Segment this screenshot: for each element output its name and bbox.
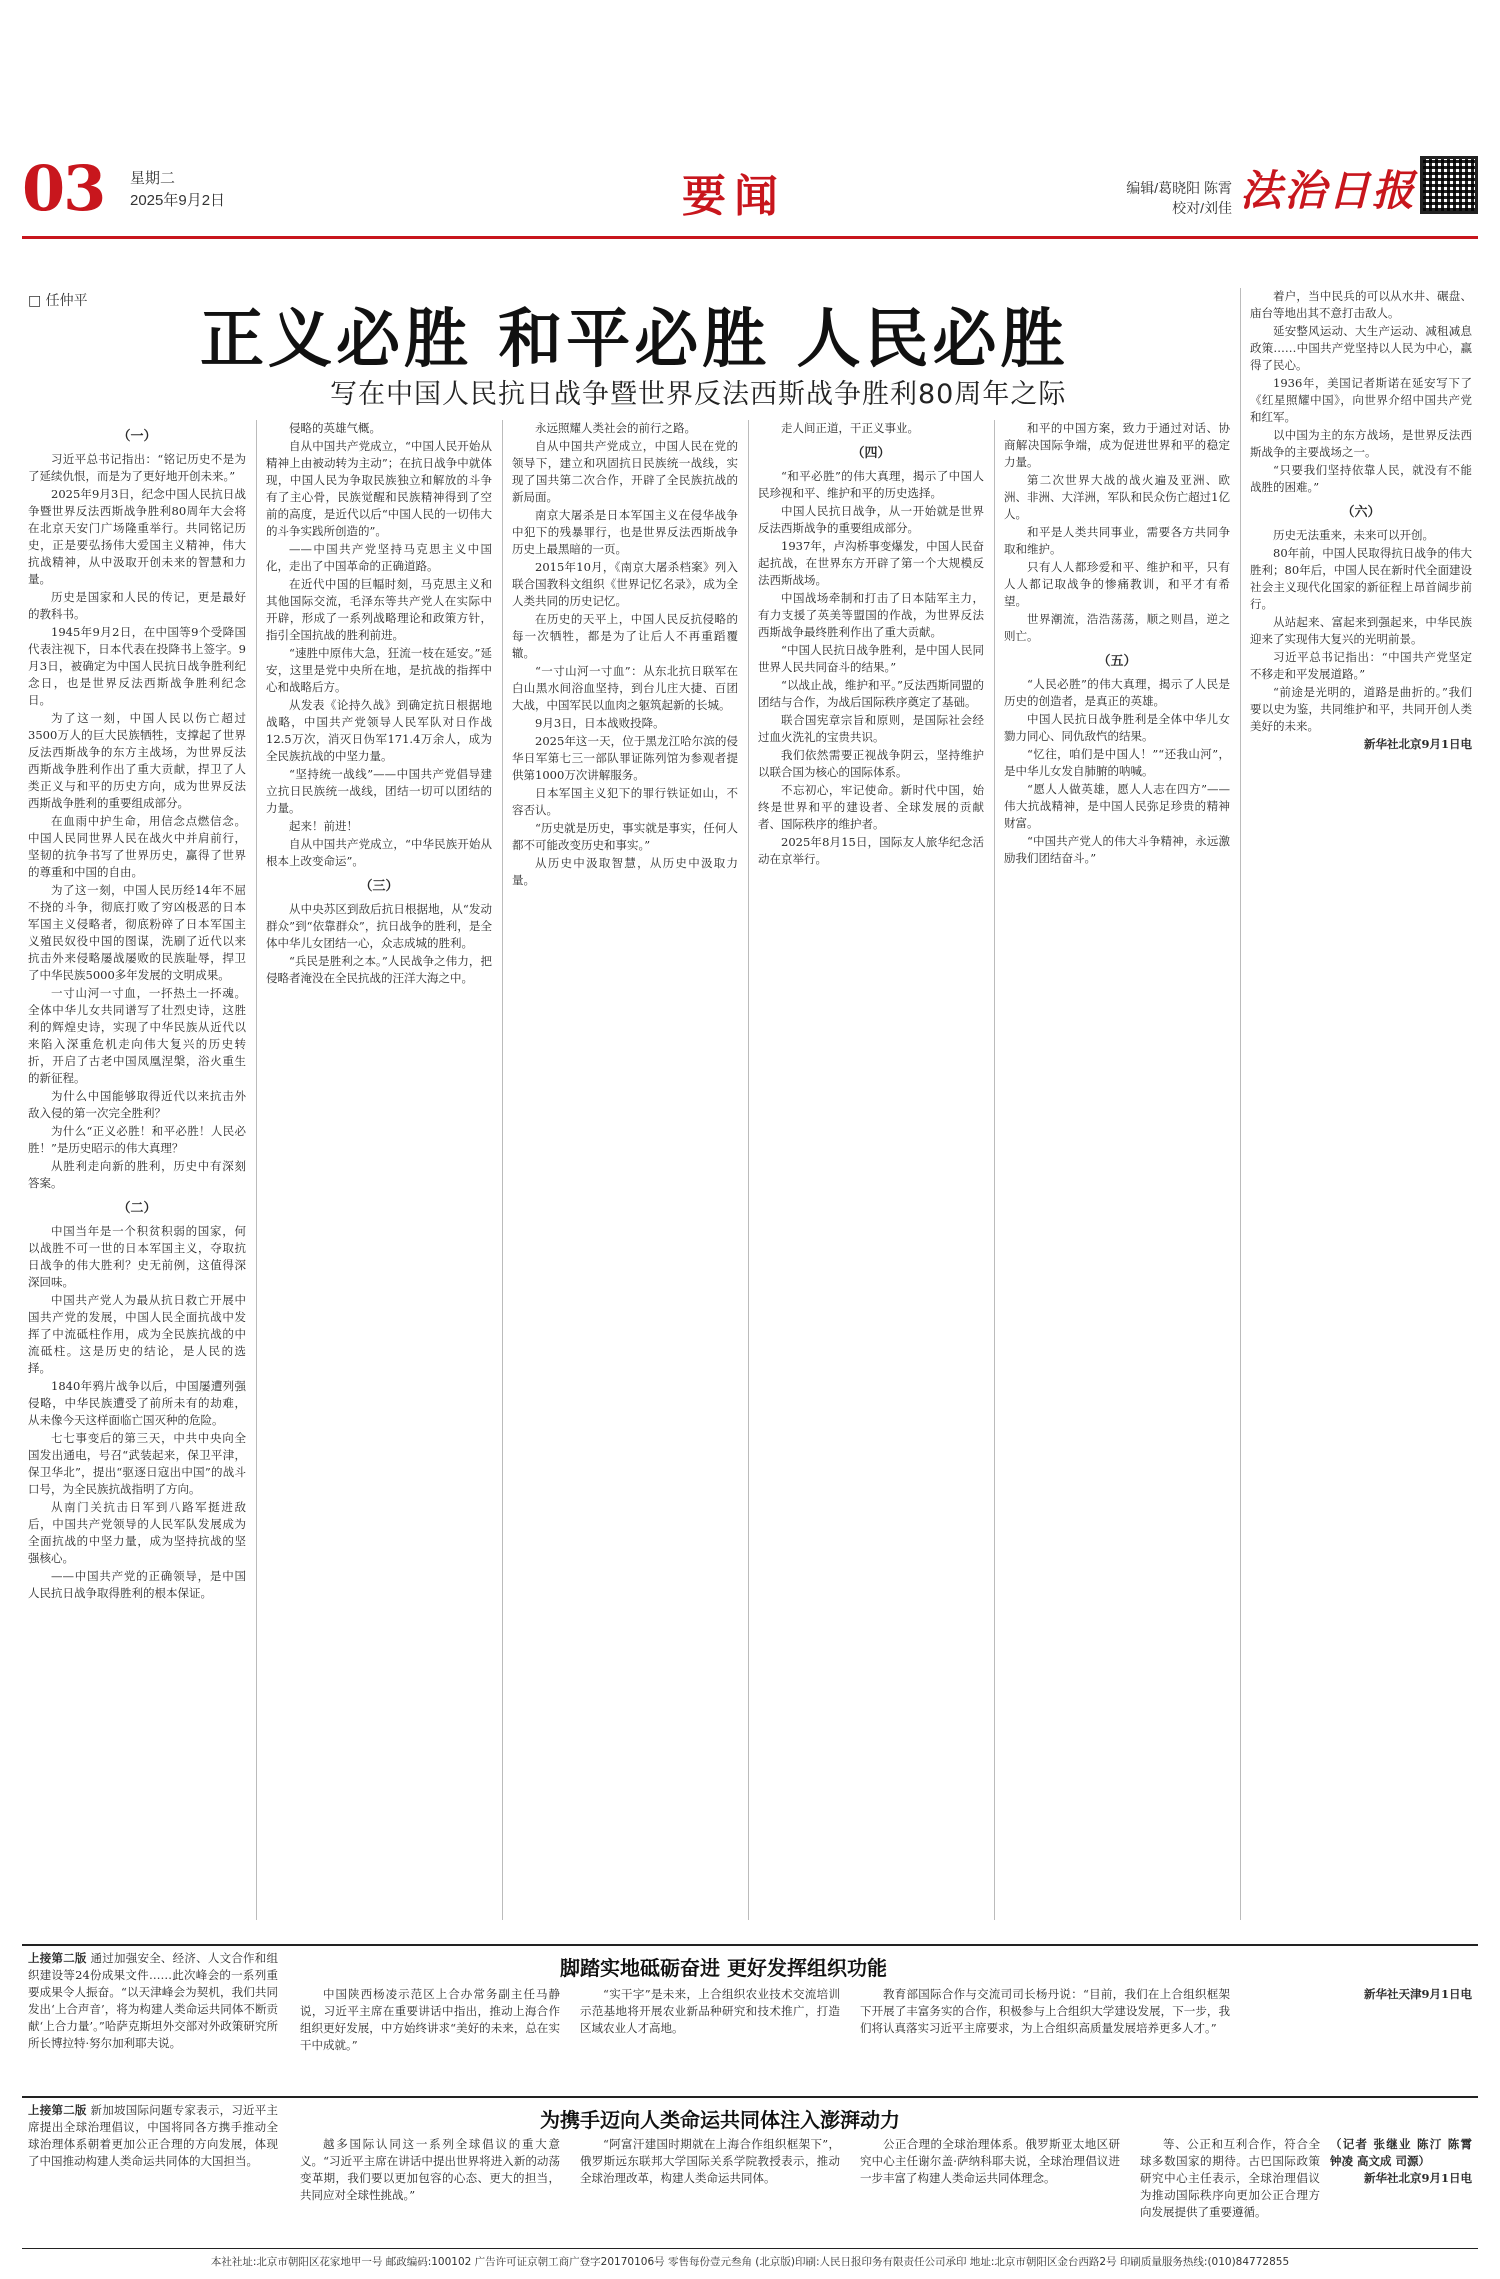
paragraph: 从中央苏区到敌后抗日根据地，从“发动群众”到“依靠群众”，抗日战争的胜利，是全体中华儿女团结一心，众志成城的胜利。	[266, 902, 492, 950]
paragraph: 中国人民抗日战争胜利是全体中华儿女勠力同心、同仇敌忾的结果。	[1004, 712, 1230, 743]
paragraph: 历史是国家和人民的传记，更是最好的教科书。	[28, 590, 246, 621]
paragraph: 1936年，美国记者斯诺在延安写下了《红星照耀中国》，向世界介绍中国共产党和红军。	[1250, 376, 1472, 424]
strip-headline: 为携手迈向人类命运共同体注入澎湃动力	[540, 2108, 900, 2132]
section-heading: （五）	[1097, 654, 1137, 669]
paragraph: 联合国宪章宗旨和原则，是国际社会经过血火洗礼的宝贵共识。	[758, 713, 984, 744]
article-column-1	[28, 420, 246, 1920]
paragraph: “中国人民抗日战争胜利，是中国人民同世界人民共同奋斗的结果。”	[758, 643, 984, 674]
paragraph: 只有人人都珍爱和平、维护和平，只有人人都记取战争的惨痛教训，和平才有希望。	[1004, 560, 1230, 608]
paragraph: 世界潮流，浩浩荡荡，顺之则昌，逆之则亡。	[1004, 612, 1230, 643]
section-heading: （四）	[851, 446, 891, 461]
paragraph: “一寸山河一寸血”：从东北抗日联军在白山黑水间浴血坚持，到台儿庄大捷、百团大战，中国军民以血肉之躯筑起新的长城。	[512, 664, 738, 712]
paragraph: 从胜利走向新的胜利，历史中有深刻答案。	[28, 1159, 246, 1190]
paragraph: 80年前，中国人民取得抗日战争的伟大胜利；80年后，中国人民在新时代全面建设社会主义现代化国家的新征程上昂首阔步前行。	[1250, 546, 1472, 611]
column-divider	[256, 420, 257, 1920]
strip-column	[860, 1986, 1230, 2090]
paragraph: 以中国为主的东方战场，是世界反法西斯战争的主要战场之一。	[1250, 428, 1472, 459]
strip-column	[28, 1950, 278, 2090]
paragraph: 起来！前进！	[289, 819, 358, 833]
strip-column	[1330, 2136, 1472, 2242]
paragraph: 教育部国际合作与交流司司长杨丹说：“目前，我们在上合组织框架下开展了丰富务实的合作，积极参与上合组织大学建设发展，下一步，我们将认真落实习近平主席要求，为上合组织高质量发展培养更多人才。”	[860, 1987, 1230, 2035]
section-heading: （三）	[359, 879, 399, 894]
paragraph: 中国人民抗日战争，从一开始就是世界反法西斯战争的重要组成部分。	[758, 504, 984, 535]
imprint-footer: 本社社址:北京市朝阳区花家地甲一号 邮政编码:100102 广告许可证京朝工商广登字20170106号 零售每份壹元叁角 (北京版)印刷:人民日报印务有限责任公司承印 地址:北京市朝阳区金台西路2号 印刷质量服务热线:(010)84772855	[210, 2256, 1290, 2268]
dateline: 新华社天津9月1日电	[1363, 1987, 1472, 2001]
paragraph: 走人间正道，干正义事业。	[781, 421, 919, 435]
strip-column	[580, 1986, 840, 2090]
paragraph: 在历史的天平上，中国人民反抗侵略的每一次牺牲，都是为了让后人不再重蹈覆辙。	[512, 612, 738, 660]
article-column-2	[266, 420, 492, 1920]
paragraph: 2025年8月15日，国际友人旅华纪念活动在京举行。	[758, 835, 984, 866]
section-heading: （一）	[117, 429, 157, 444]
paragraph: 新加坡国际问题专家表示，习近平主席提出全球治理倡议，中国将同各方携手推动全球治理体系朝着更加公正合理的方向发展，体现了中国推动构建人类命运共同体的大国担当。	[28, 2103, 278, 2168]
paragraph: 七七事变后的第三天，中共中央向全国发出通电，号召“武装起来，保卫平津，保卫华北”，提出“驱逐日寇出中国”的战斗口号，为全民族抗战指明了方向。	[28, 1431, 246, 1496]
headline: 正义必胜 和平必胜 人民必胜	[200, 303, 1069, 377]
paragraph: “速胜中原伟大急，狂流一枝在延安。”延安，这里是党中央所在地，是抗战的指挥中心和战略后方。	[266, 646, 492, 694]
paragraph: 侵略的英雄气概。	[289, 421, 381, 435]
paragraph: 为什么中国能够取得近代以来抗击外敌入侵的第一次完全胜利？	[28, 1089, 246, 1120]
paragraph: “坚持统一战线”——中国共产党倡导建立抗日民族统一战线，团结一切可以团结的力量。	[266, 767, 492, 815]
masthead-rule	[22, 236, 1478, 239]
paragraph: 日本军国主义犯下的罪行铁证如山，不容否认。	[512, 786, 738, 817]
paragraph: 为什么“正义必胜！和平必胜！人民必胜！”是历史昭示的伟大真理？	[28, 1124, 246, 1155]
paragraph: “忆往，咱们是中国人！”“还我山河”，是中华儿女发自肺腑的呐喊。	[1004, 747, 1230, 778]
paragraph: ——中国共产党坚持马克思主义中国化，走出了中国革命的正确道路。	[266, 542, 492, 573]
section-heading: （六）	[1341, 505, 1381, 520]
editors-credit	[1122, 178, 1232, 218]
paragraph: 延安整风运动、大生产运动、减租减息政策……中国共产党坚持以人民为中心，赢得了民心。	[1250, 324, 1472, 372]
column-divider	[748, 420, 749, 1920]
newspaper-logo: 法治日报	[1240, 166, 1417, 215]
paragraph: ——中国共产党的正确领导，是中国人民抗日战争取得胜利的根本保证。	[28, 1569, 246, 1600]
strip-column	[1140, 2136, 1320, 2242]
strip-column	[1250, 1986, 1472, 2090]
paragraph: 2025年9月3日，纪念中国人民抗日战争暨世界反法西斯战争胜利80周年大会将在北京天安门广场隆重举行。共同铭记历史，正是要弘扬伟大爱国主义精神，伟大抗战精神，从中汲取开创未来的智慧和力量。	[28, 487, 246, 586]
paragraph: “人民必胜”的伟大真理，揭示了人民是历史的创造者，是真正的英雄。	[1004, 677, 1230, 708]
subheadline: 写在中国人民抗日战争暨世界反法西斯战争胜利80周年之际	[330, 379, 1067, 410]
column-divider	[502, 420, 503, 1920]
dateline: 新华社北京9月1日电	[1363, 2171, 1472, 2185]
editor-line-1: 编辑/葛晓阳 陈霄	[1126, 180, 1232, 196]
paragraph: 习近平总书记指出：“中国共产党坚定不移走和平发展道路。”	[1250, 650, 1472, 681]
paragraph: “中国共产党人的伟大斗争精神，永远激励我们团结奋斗。”	[1004, 834, 1230, 865]
paragraph: 着户，当中民兵的可以从水井、碾盘、庙台等地出其不意打击敌人。	[1250, 289, 1472, 320]
strip-column	[860, 2136, 1120, 2242]
reporters-credit: （记者 张继业 陈汀 陈霄 钟凌 高文成 司源）	[1330, 2137, 1472, 2168]
paragraph: “以战止战，维护和平。”反法西斯同盟的团结与合作，为战后国际秩序奠定了基础。	[758, 678, 984, 709]
paragraph: 越多国际认同这一系列全球倡议的重大意义。“习近平主席在讲话中提出世界将进入新的动荡变革期，我们要以更加包容的心态、更大的担当，共同应对全球性挑战。”	[300, 2137, 560, 2202]
strip-column	[28, 2102, 278, 2242]
paragraph: 和平的中国方案，致力于通过对话、协商解决国际争端，成为促进世界和平的稳定力量。	[1004, 421, 1230, 469]
paragraph: 为了这一刻，中国人民以伤亡超过3500万人的巨大民族牺牲，支撑起了世界反法西斯战争的东方主战场，为世界反法西斯战争胜利作出了重大贡献，捍卫了人类正义与和平的历史方向，成为世界反法西斯战争胜利的重要组成部分。	[28, 711, 246, 810]
masthead	[22, 140, 1478, 250]
paragraph: “只要我们坚持依靠人民，就没有不能战胜的困难。”	[1250, 463, 1472, 494]
paragraph: 中国共产党人为最从抗日救亡开展中国共产党的发展，中国人民全面抗战中发挥了中流砥柱作用，成为全民族抗战的中流砥柱。这是历史的结论，是人民的选择。	[28, 1293, 246, 1375]
article-column-5	[1004, 420, 1230, 1920]
paragraph: 自从中国共产党成立，“中华民族开始从根本上改变命运”。	[266, 837, 492, 868]
paragraph: 通过加强安全、经济、人文合作和组织建设等24份成果文件……此次峰会的一系列重要成果令人振奋。“以天津峰会为契机，我们共同发出‘上合声音’，将为构建人类命运共同体不断贡献‘上合力量’。”哈萨克斯坦外交部对外政策研究所所长博拉特·努尔加利耶夫说。	[28, 1951, 278, 2050]
paragraph: 从历史中汲取智慧，从历史中汲取力量。	[512, 856, 738, 887]
strip-column	[300, 2136, 560, 2242]
article-column-6	[1250, 288, 1472, 1920]
paragraph: 中国陕西杨凌示范区上合办常务副主任马静说，习近平主席在重要讲话中指出，推动上海合作组织更好发展，中方始终讲求“美好的未来，总在实干中成就。”	[300, 1987, 560, 2052]
article-column-4	[758, 420, 984, 1920]
byline: □ 任仲平	[28, 293, 88, 309]
column-divider	[994, 420, 995, 1920]
paragraph: “实干字”是未来，上合组织农业技术交流培训示范基地将开展农业新品种研究和技术推广，打造区域农业人才高地。	[580, 1987, 840, 2035]
strip-column	[300, 1986, 560, 2090]
paragraph: 历史无法重来，未来可以开创。	[1273, 528, 1434, 542]
issue-date: 2025年9月2日	[130, 192, 226, 209]
date-block	[130, 168, 225, 212]
dateline: 新华社北京9月1日电	[1363, 737, 1472, 751]
paragraph: 1937年，卢沟桥事变爆发，中国人民奋起抗战，在世界东方开辟了第一个大规模反法西斯战场。	[758, 539, 984, 587]
paragraph: 在近代中国的巨幅时刻，马克思主义和其他国际交流，毛泽东等共产党人在实际中开辟，形成了一系列战略理论和政策方针，指引全国抗战的胜利前进。	[266, 577, 492, 642]
paragraph: 我们依然需要正视战争阴云，坚持维护以联合国为核心的国际体系。	[758, 748, 984, 779]
weekday: 星期二	[130, 170, 176, 187]
paragraph: 从发表《论持久战》到确定抗日根据地战略，中国共产党领导人民军队对日作战12.5万次，消灭日伪军171.4万余人，成为全民族抗战的中坚力量。	[266, 698, 492, 763]
paragraph: “阿富汗建国时期就在上海合作组织框架下”，俄罗斯远东联邦大学国际关系学院教授表示，推动全球治理改革，构建人类命运共同体。	[580, 2137, 840, 2185]
article-column-3	[512, 420, 738, 1920]
paragraph: “愿人人做英雄，愿人人志在四方”——伟大抗战精神，是中国人民弥足珍贵的精神财富。	[1004, 782, 1230, 830]
paragraph: 永远照耀人类社会的前行之路。	[535, 421, 696, 435]
continued-label: 上接第二版	[28, 1951, 87, 1965]
paragraph: 1840年鸦片战争以后，中国屡遭列强侵略，中华民族遭受了前所未有的劫难，从未像今天这样面临亡国灭种的危险。	[28, 1379, 246, 1427]
paragraph: “兵民是胜利之本。”人民战争之伟力，把侵略者淹没在全民抗战的汪洋大海之中。	[266, 954, 492, 985]
paragraph: 和平是人类共同事业，需要各方共同争取和维护。	[1004, 525, 1230, 556]
paragraph: 中国当年是一个积贫积弱的国家，何以战胜不可一世的日本军国主义，夺取抗日战争的伟大胜利？史无前例，这值得深深回味。	[28, 1224, 246, 1289]
paragraph: “历史就是历史，事实就是事实，任何人都不可能改变历史和事实。”	[512, 821, 738, 852]
paragraph: 不忘初心，牢记使命。新时代中国，始终是世界和平的建设者、全球发展的贡献者、国际秩序的维护者。	[758, 783, 984, 831]
paragraph: 1945年9月2日，在中国等9个受降国代表注视下，日本代表在投降书上签字。9月3日，被确定为中国人民抗日战争胜利纪念日，也是世界反法西斯战争胜利纪念日。	[28, 625, 246, 707]
paragraph: 公正合理的全球治理体系。俄罗斯亚太地区研究中心主任谢尔盖·萨纳科耶夫说，全球治理倡议进一步丰富了构建人类命运共同体理念。	[860, 2137, 1120, 2185]
paragraph: 从南门关抗击日军到八路军挺进敌后，中国共产党领导的人民军队发展成为全面抗战的中坚力量，成为坚持抗战的坚强核心。	[28, 1500, 246, 1565]
paragraph: 自从中国共产党成立，“中国人民开始从精神上由被动转为主动”；在抗日战争中就体现，中国人民为争取民族独立和解放的斗争有了主心骨，民族觉醒和民族精神得到了空前的高度，是近代以后“中国人民的一切伟大的斗争实践所创造的”。	[266, 439, 492, 538]
paragraph: 2015年10月，《南京大屠杀档案》列入联合国教科文组织《世界记忆名录》，成为全人类共同的历史记忆。	[512, 560, 738, 608]
paragraph: 在血雨中护生命，用信念点燃信念。中国人民同世界人民在战火中并肩前行，坚韧的抗争书写了世界历史，赢得了世界的尊重和中国的自由。	[28, 814, 246, 879]
page-number: 03	[22, 152, 105, 225]
paragraph: “前途是光明的，道路是曲折的。”我们要以史为鉴，共同维护和平，共同开创人类美好的未来。	[1250, 685, 1472, 733]
section-name: 要闻	[682, 171, 786, 222]
strip-headline: 脚踏实地砥砺奋进 更好发挥组织功能	[560, 1956, 887, 1980]
paragraph: 自从中国共产党成立，中国人民在党的领导下，建立和巩固抗日民族统一战线，实现了国共第二次合作，开辟了全民族抗战的新局面。	[512, 439, 738, 504]
editor-line-2: 校对/刘佳	[1172, 200, 1232, 216]
qr-code-icon	[1420, 156, 1478, 214]
section-heading: （二）	[117, 1201, 157, 1216]
paragraph: 南京大屠杀是日本军国主义在侵华战争中犯下的残暴罪行，也是世界反法西斯战争历史上最黑暗的一页。	[512, 508, 738, 556]
paragraph: 习近平总书记指出：“铭记历史不是为了延续仇恨，而是为了更好地开创未来。”	[28, 452, 246, 483]
column-divider	[1240, 288, 1241, 1920]
paragraph: 9月3日，日本战败投降。	[535, 716, 665, 730]
paragraph: 等、公正和互利合作，符合全球多数国家的期待。古巴国际政策研究中心主任表示，全球治理倡议为推动国际秩序向更加公正合理方向发展提供了重要遵循。	[1140, 2137, 1320, 2219]
continued-label: 上接第二版	[28, 2103, 87, 2117]
paragraph: 中国战场牵制和打击了日本陆军主力，有力支援了英美等盟国的作战，为世界反法西斯战争最终胜利作出了重大贡献。	[758, 591, 984, 639]
footer-rule	[22, 2248, 1478, 2249]
paragraph: 从站起来、富起来到强起来，中华民族迎来了实现伟大复兴的光明前景。	[1250, 615, 1472, 646]
strip-rule	[22, 2096, 1478, 2098]
paragraph: 2025年这一天，位于黑龙江哈尔滨的侵华日军第七三一部队罪证陈列馆为参观者提供第1000万次讲解服务。	[512, 734, 738, 782]
paragraph: 第二次世界大战的战火遍及亚洲、欧洲、非洲、大洋洲，军队和民众伤亡超过1亿人。	[1004, 473, 1230, 521]
paragraph: “和平必胜”的伟大真理，揭示了中国人民珍视和平、维护和平的历史选择。	[758, 469, 984, 500]
paragraph: 为了这一刻，中国人民历经14年不屈不挠的斗争，彻底打败了穷凶极恶的日本军国主义侵略者，彻底粉碎了日本军国主义殖民奴役中国的图谋，洗刷了近代以来抗击外来侵略屡战屡败的民族耻辱，捍卫了中华民族5000多年发展的文明成果。	[28, 883, 246, 982]
strip-column	[580, 2136, 840, 2242]
paragraph: 一寸山河一寸血，一抔热土一抔魂。全体中华儿女共同谱写了壮烈史诗，这胜利的辉煌史诗，实现了中华民族从近代以来陷入深重危机走向伟大复兴的历史转折，开启了古老中国凤凰涅槃，浴火重生的新征程。	[28, 986, 246, 1085]
strip-rule	[22, 1944, 1478, 1946]
